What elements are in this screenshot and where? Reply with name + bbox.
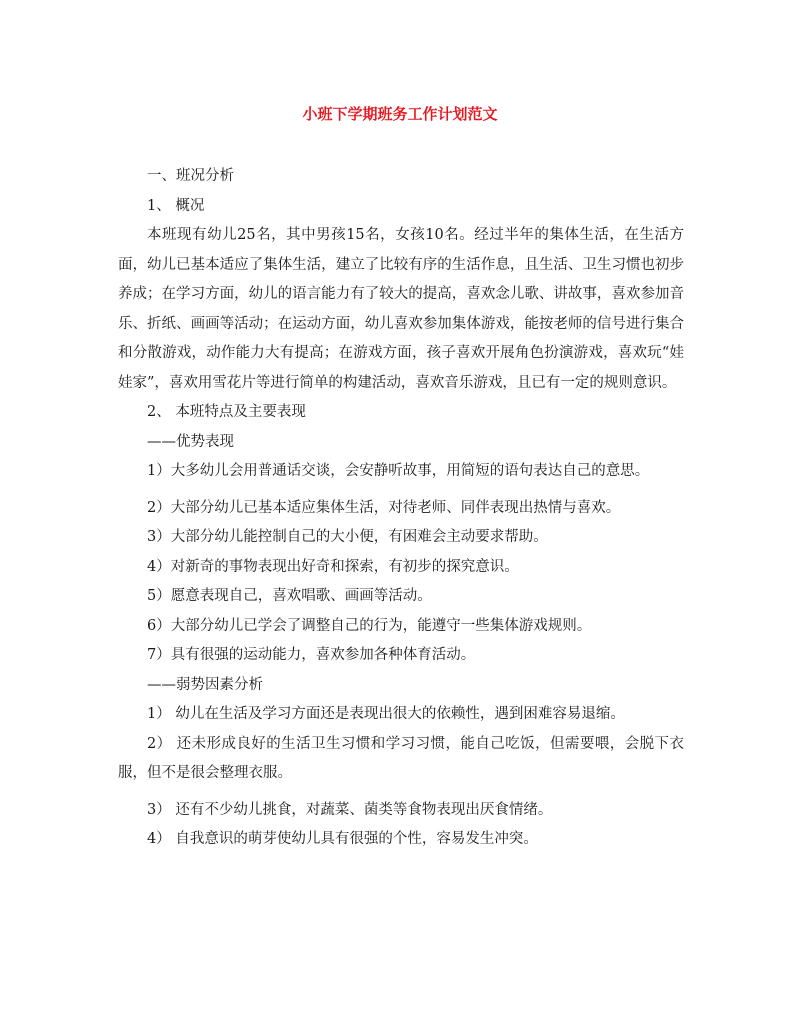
list-item: 5）愿意表现自己，喜欢唱歌、画画等活动。: [147, 588, 432, 604]
list-item: 4） 自我意识的萌芽使幼儿具有很强的个性，容易发生冲突。: [147, 831, 538, 847]
list-item: 7）具有很强的运动能力，喜欢参加各种体育活动。: [147, 647, 476, 663]
list-item: 3） 还有不少幼儿挑食，对蔬菜、菌类等食物表现出厌食情绪。: [147, 801, 553, 818]
list-item: 2）大部分幼儿已基本适应集体生活，对待老师、同伴表现出热情与喜欢。: [147, 499, 621, 516]
section-heading: 一、班况分析: [147, 168, 234, 184]
list-item: 6）大部分幼儿已学会了调整自己的行为，能遵守一些集体游戏规则。: [147, 617, 592, 634]
category-heading: ——优势表现: [147, 433, 234, 450]
list-item: 1）大多幼儿会用普通话交谈，会安静听故事，用简短的语句表达自己的意思。: [147, 463, 650, 479]
list-item: 2） 还未形成良好的生活卫生习惯和学习习惯，能自己吃饭，但需要喂，会脱下衣服，但不是很会整理衣服。: [118, 735, 684, 781]
body-paragraph: 本班现有幼儿25名，其中男孩15名，女孩10名。经过半年的集体生活，在生活方面，幼儿已基本适应了集体生活，建立了比较有序的生活作息，且生活、卫生习惯也初步养成；在学习方面，幼儿的语言能力有了较大的提高，喜欢念儿歌、讲故事，喜欢参加音乐、折纸、画画等活动；在运动方面，幼儿喜欢参加集体游戏，能按老师的信号进行集合和分散游戏，动作能力大有提高；在游戏方面，孩子喜欢开展角色扮演游戏，喜欢玩“娃娃家”，喜欢用雪花片等进行简单的构建活动，喜欢音乐游戏，且已有一定的规则意识。: [118, 227, 684, 391]
document-title: 小班下学期班务工作计划范文: [302, 105, 498, 123]
subsection-heading: 2、 本班特点及主要表现: [147, 404, 306, 420]
category-heading: ——弱势因素分析: [147, 676, 263, 693]
list-item: 3）大部分幼儿能控制自己的大小便，有困难会主动要求帮助。: [147, 529, 548, 545]
subsection-heading: 1、 概况: [147, 197, 205, 214]
list-item: 4）对新奇的事物表现出好奇和探索，有初步的探究意识。: [147, 558, 519, 575]
document-body: [118, 162, 684, 855]
list-item: 1） 幼儿在生活及学习方面还是表现出很大的依赖性，遇到困难容易退缩。: [147, 706, 625, 722]
